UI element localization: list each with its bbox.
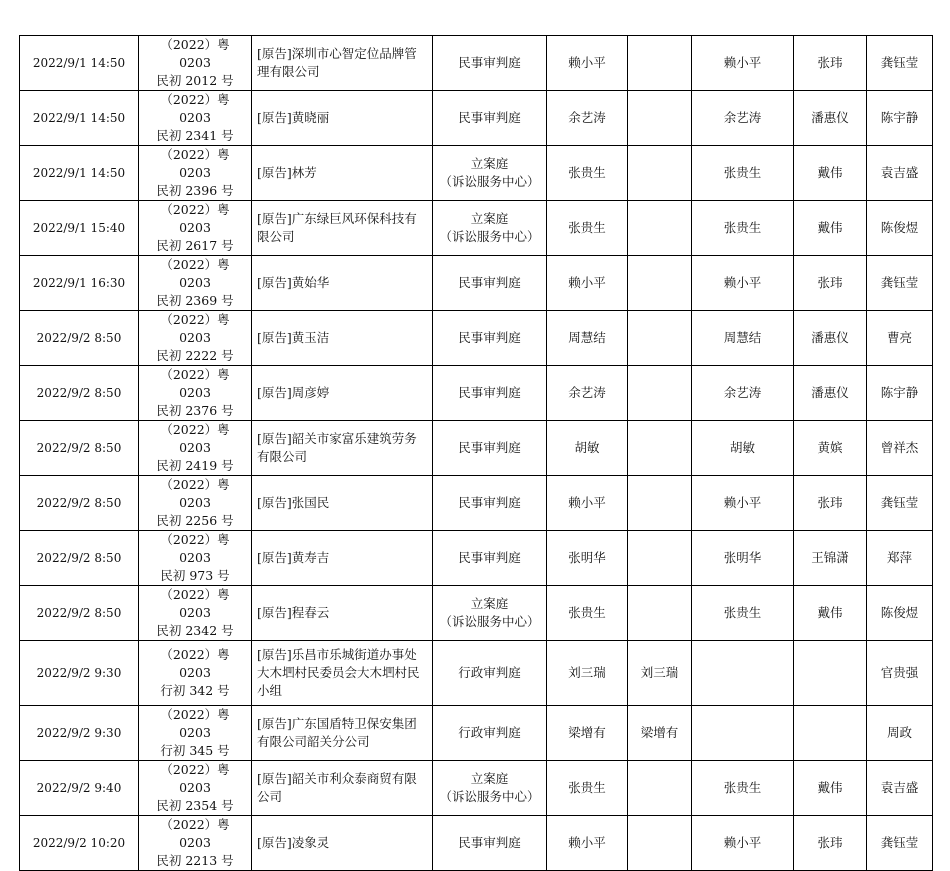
table-row: [20, 816, 933, 871]
presiding-judge-cell: 梁增有: [547, 706, 628, 761]
presiding-judge-cell: 张贵生: [547, 761, 628, 816]
tribunal-cell: [433, 36, 547, 91]
clerk-cell: 曹亮: [867, 311, 933, 366]
tribunal-cell: [433, 366, 547, 421]
assistant-cell: 张玮: [794, 256, 867, 311]
panel-judge-cell: [628, 256, 692, 311]
case-number-cell: [139, 201, 252, 256]
party-cell: [原告]黄寿吉: [252, 531, 433, 586]
case-number-cell: [139, 36, 252, 91]
panel-judge-cell: 刘三瑞: [628, 641, 692, 706]
clerk-cell: 龚钰莹: [867, 476, 933, 531]
presiding-judge-cell: 余艺涛: [547, 91, 628, 146]
table-row: [20, 91, 933, 146]
case-number-line-2: 行初 342 号: [160, 683, 230, 698]
hearing-time-cell: 2022/9/2 8:50: [20, 586, 139, 641]
case-number-line-2: 民初 2012 号: [156, 73, 234, 88]
judge-cell: 张贵生: [692, 761, 794, 816]
case-number-line-1: （2022）粤 0203: [160, 762, 230, 795]
case-number-cell: [139, 366, 252, 421]
tribunal-line-2: （诉讼服务中心）: [439, 614, 540, 629]
hearing-time-cell: 2022/9/1 14:50: [20, 36, 139, 91]
tribunal-cell: [433, 421, 547, 476]
panel-judge-cell: [628, 816, 692, 871]
case-number-line-1: （2022）粤 0203: [160, 37, 230, 70]
case-number-cell: [139, 256, 252, 311]
clerk-cell: 周政: [867, 706, 933, 761]
hearing-time-cell: 2022/9/1 14:50: [20, 146, 139, 201]
hearing-time-cell: 2022/9/2 8:50: [20, 421, 139, 476]
case-number-line-1: （2022）粤 0203: [160, 817, 230, 850]
panel-judge-cell: [628, 761, 692, 816]
party-cell: [原告]深圳市心智定位品牌管理有限公司: [252, 36, 433, 91]
hearing-time-cell: 2022/9/1 16:30: [20, 256, 139, 311]
tribunal-line-1: 民事审判庭: [458, 440, 521, 455]
table-row: [20, 641, 933, 706]
case-number-line-2: 民初 2341 号: [156, 128, 234, 143]
judge-cell: 周慧结: [692, 311, 794, 366]
judge-cell: 张贵生: [692, 201, 794, 256]
case-number-line-2: 民初 2354 号: [156, 798, 234, 813]
hearing-time-cell: 2022/9/2 9:30: [20, 706, 139, 761]
tribunal-cell: [433, 311, 547, 366]
table-row: [20, 311, 933, 366]
case-number-cell: [139, 476, 252, 531]
assistant-cell: 张玮: [794, 36, 867, 91]
presiding-judge-cell: 周慧结: [547, 311, 628, 366]
party-cell: [原告]林芳: [252, 146, 433, 201]
tribunal-cell: [433, 761, 547, 816]
case-number-cell: [139, 311, 252, 366]
tribunal-cell: [433, 586, 547, 641]
case-number-line-2: 民初 2376 号: [156, 403, 234, 418]
clerk-cell: 龚钰莹: [867, 36, 933, 91]
hearing-schedule-table: [19, 35, 933, 871]
party-cell: [原告]乐昌市乐城街道办事处大木垇村民委员会大木垇村民小组: [252, 641, 433, 706]
panel-judge-cell: [628, 201, 692, 256]
case-number-line-2: 民初 973 号: [160, 568, 230, 583]
hearing-time-cell: 2022/9/2 10:20: [20, 816, 139, 871]
table-row: [20, 761, 933, 816]
clerk-cell: 袁吉盛: [867, 761, 933, 816]
case-number-cell: [139, 816, 252, 871]
case-number-line-2: 行初 345 号: [160, 743, 230, 758]
tribunal-line-1: 民事审判庭: [458, 385, 521, 400]
judge-cell: [692, 706, 794, 761]
table-row: [20, 586, 933, 641]
tribunal-line-1: 民事审判庭: [458, 275, 521, 290]
tribunal-cell: [433, 476, 547, 531]
hearing-time-cell: 2022/9/2 8:50: [20, 476, 139, 531]
table-row: [20, 706, 933, 761]
table-row: [20, 476, 933, 531]
party-cell: [原告]周彦婷: [252, 366, 433, 421]
panel-judge-cell: [628, 476, 692, 531]
tribunal-line-1: 立案庭: [470, 156, 509, 171]
assistant-cell: 戴伟: [794, 586, 867, 641]
case-number-line-1: （2022）粤 0203: [160, 367, 230, 400]
case-number-cell: [139, 761, 252, 816]
presiding-judge-cell: 刘三瑞: [547, 641, 628, 706]
panel-judge-cell: [628, 421, 692, 476]
case-number-cell: [139, 706, 252, 761]
tribunal-cell: [433, 146, 547, 201]
case-number-line-1: （2022）粤 0203: [160, 477, 230, 510]
tribunal-line-2: （诉讼服务中心）: [439, 229, 540, 244]
panel-judge-cell: [628, 366, 692, 421]
presiding-judge-cell: 胡敏: [547, 421, 628, 476]
case-number-line-1: （2022）粤 0203: [160, 92, 230, 125]
judge-cell: 赖小平: [692, 816, 794, 871]
table-row: [20, 256, 933, 311]
tribunal-cell: [433, 816, 547, 871]
case-number-line-1: （2022）粤 0203: [160, 312, 230, 345]
case-number-line-2: 民初 2342 号: [156, 623, 234, 638]
judge-cell: 胡敏: [692, 421, 794, 476]
presiding-judge-cell: 张贵生: [547, 586, 628, 641]
assistant-cell: [794, 641, 867, 706]
clerk-cell: 陈宇静: [867, 91, 933, 146]
assistant-cell: 戴伟: [794, 201, 867, 256]
case-number-line-2: 民初 2256 号: [156, 513, 234, 528]
table-row: [20, 421, 933, 476]
case-number-line-1: （2022）粤 0203: [160, 257, 230, 290]
judge-cell: 赖小平: [692, 256, 794, 311]
assistant-cell: 张玮: [794, 476, 867, 531]
panel-judge-cell: [628, 586, 692, 641]
assistant-cell: [794, 706, 867, 761]
table-row: [20, 146, 933, 201]
clerk-cell: 曾祥杰: [867, 421, 933, 476]
assistant-cell: 黄嫔: [794, 421, 867, 476]
judge-cell: 张明华: [692, 531, 794, 586]
clerk-cell: 龚钰莹: [867, 816, 933, 871]
table-row: [20, 201, 933, 256]
case-number-line-2: 民初 2222 号: [156, 348, 234, 363]
tribunal-line-1: 立案庭: [470, 211, 509, 226]
case-number-cell: [139, 586, 252, 641]
tribunal-cell: [433, 256, 547, 311]
judge-cell: [692, 641, 794, 706]
party-cell: [原告]黄始华: [252, 256, 433, 311]
panel-judge-cell: 梁增有: [628, 706, 692, 761]
tribunal-line-1: 民事审判庭: [458, 835, 521, 850]
party-cell: [原告]黄晓丽: [252, 91, 433, 146]
tribunal-line-1: 民事审判庭: [458, 110, 521, 125]
judge-cell: 张贵生: [692, 146, 794, 201]
tribunal-line-1: 立案庭: [470, 596, 509, 611]
presiding-judge-cell: 赖小平: [547, 816, 628, 871]
table-row: [20, 36, 933, 91]
case-number-line-1: （2022）粤 0203: [160, 647, 230, 680]
party-cell: [原告]凌象灵: [252, 816, 433, 871]
assistant-cell: 王锦潇: [794, 531, 867, 586]
presiding-judge-cell: 张明华: [547, 531, 628, 586]
case-number-line-1: （2022）粤 0203: [160, 587, 230, 620]
assistant-cell: 潘惠仪: [794, 311, 867, 366]
case-number-line-1: （2022）粤 0203: [160, 147, 230, 180]
presiding-judge-cell: 赖小平: [547, 256, 628, 311]
clerk-cell: 郑萍: [867, 531, 933, 586]
assistant-cell: 戴伟: [794, 146, 867, 201]
case-number-line-1: （2022）粤 0203: [160, 532, 230, 565]
table-body: [20, 36, 933, 871]
case-number-line-2: 民初 2213 号: [156, 853, 234, 868]
panel-judge-cell: [628, 531, 692, 586]
hearing-time-cell: 2022/9/2 9:40: [20, 761, 139, 816]
case-number-line-2: 民初 2419 号: [156, 458, 234, 473]
hearing-time-cell: 2022/9/2 8:50: [20, 311, 139, 366]
tribunal-line-1: 民事审判庭: [458, 55, 521, 70]
clerk-cell: 袁吉盛: [867, 146, 933, 201]
party-cell: [原告]广东国盾特卫保安集团有限公司韶关分公司: [252, 706, 433, 761]
case-number-line-1: （2022）粤 0203: [160, 202, 230, 235]
panel-judge-cell: [628, 311, 692, 366]
judge-cell: 余艺涛: [692, 366, 794, 421]
clerk-cell: 陈俊煜: [867, 586, 933, 641]
panel-judge-cell: [628, 36, 692, 91]
party-cell: [原告]广东绿巨风环保科技有限公司: [252, 201, 433, 256]
party-cell: [原告]韶关市家富乐建筑劳务有限公司: [252, 421, 433, 476]
case-number-cell: [139, 641, 252, 706]
case-number-line-2: 民初 2369 号: [156, 293, 234, 308]
presiding-judge-cell: 张贵生: [547, 201, 628, 256]
hearing-time-cell: 2022/9/2 8:50: [20, 366, 139, 421]
tribunal-line-1: 行政审判庭: [458, 665, 521, 680]
tribunal-line-1: 民事审判庭: [458, 550, 521, 565]
hearing-time-cell: 2022/9/1 15:40: [20, 201, 139, 256]
hearing-time-cell: 2022/9/2 9:30: [20, 641, 139, 706]
case-number-line-2: 民初 2396 号: [156, 183, 234, 198]
assistant-cell: 潘惠仪: [794, 366, 867, 421]
tribunal-line-1: 立案庭: [470, 771, 509, 786]
judge-cell: 赖小平: [692, 476, 794, 531]
case-number-line-1: （2022）粤 0203: [160, 707, 230, 740]
tribunal-cell: [433, 641, 547, 706]
table-row: [20, 366, 933, 421]
presiding-judge-cell: 赖小平: [547, 36, 628, 91]
tribunal-line-1: 民事审判庭: [458, 495, 521, 510]
panel-judge-cell: [628, 146, 692, 201]
hearing-time-cell: 2022/9/1 14:50: [20, 91, 139, 146]
tribunal-cell: [433, 201, 547, 256]
judge-cell: 赖小平: [692, 36, 794, 91]
tribunal-cell: [433, 531, 547, 586]
party-cell: [原告]韶关市利众泰商贸有限公司: [252, 761, 433, 816]
assistant-cell: 张玮: [794, 816, 867, 871]
table-row: [20, 531, 933, 586]
assistant-cell: 潘惠仪: [794, 91, 867, 146]
presiding-judge-cell: 赖小平: [547, 476, 628, 531]
case-number-cell: [139, 91, 252, 146]
case-number-cell: [139, 421, 252, 476]
hearing-time-cell: 2022/9/2 8:50: [20, 531, 139, 586]
case-number-line-1: （2022）粤 0203: [160, 422, 230, 455]
clerk-cell: 官贵强: [867, 641, 933, 706]
tribunal-line-2: （诉讼服务中心）: [439, 174, 540, 189]
case-number-cell: [139, 531, 252, 586]
tribunal-line-1: 行政审判庭: [458, 725, 521, 740]
presiding-judge-cell: 张贵生: [547, 146, 628, 201]
party-cell: [原告]黄玉洁: [252, 311, 433, 366]
judge-cell: 余艺涛: [692, 91, 794, 146]
tribunal-cell: [433, 91, 547, 146]
tribunal-line-2: （诉讼服务中心）: [439, 789, 540, 804]
tribunal-cell: [433, 706, 547, 761]
judge-cell: 张贵生: [692, 586, 794, 641]
party-cell: [原告]张国民: [252, 476, 433, 531]
case-number-cell: [139, 146, 252, 201]
tribunal-line-1: 民事审判庭: [458, 330, 521, 345]
presiding-judge-cell: 余艺涛: [547, 366, 628, 421]
case-number-line-2: 民初 2617 号: [156, 238, 234, 253]
clerk-cell: 陈俊煜: [867, 201, 933, 256]
clerk-cell: 陈宇静: [867, 366, 933, 421]
panel-judge-cell: [628, 91, 692, 146]
party-cell: [原告]程春云: [252, 586, 433, 641]
clerk-cell: 龚钰莹: [867, 256, 933, 311]
assistant-cell: 戴伟: [794, 761, 867, 816]
